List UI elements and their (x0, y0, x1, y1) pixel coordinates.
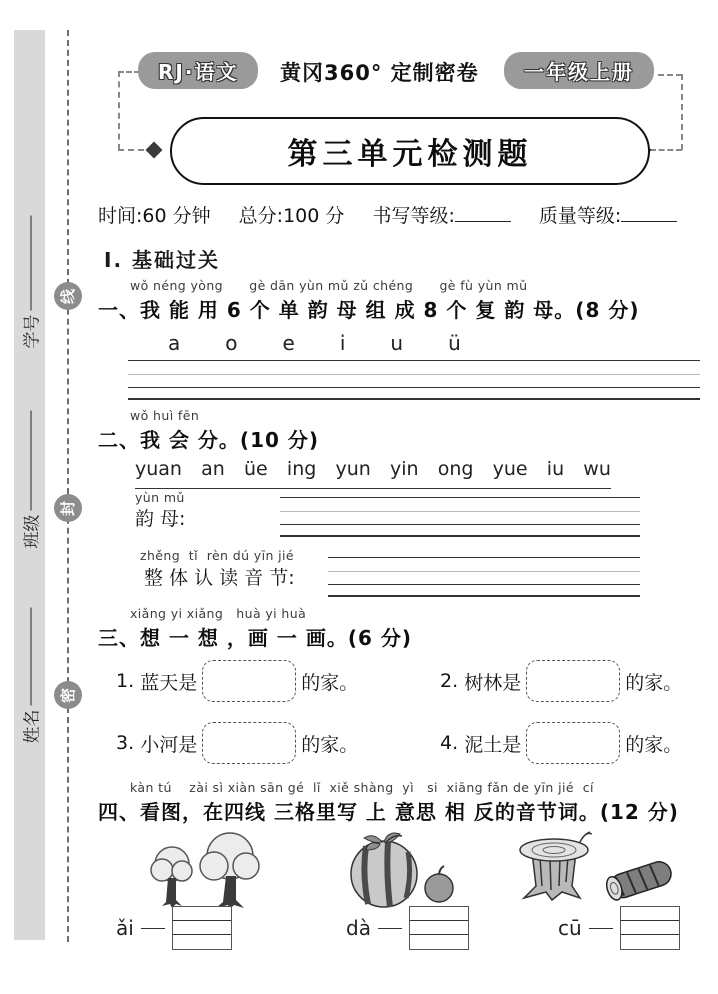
quality-grade-label: 质量等级: (538, 205, 622, 227)
exam-body (98, 240, 710, 994)
q2-syllable-list (135, 458, 611, 489)
exam-meta-line (98, 201, 710, 228)
item-number: 2. (440, 670, 459, 692)
syllable: ing (286, 458, 317, 480)
syllable: yun (335, 458, 371, 480)
item-number: 3. (116, 732, 135, 754)
item-post-text: 的家。 (301, 733, 359, 756)
answer-box (526, 660, 620, 702)
q4-text: 四、看图，在四线 三格里写 上 意思 相 反的音节词。(12 分) (98, 800, 679, 824)
answer-box (526, 722, 620, 764)
class-label: 班级 (22, 514, 43, 549)
item-pre-text: 树林是 (464, 671, 522, 694)
answer-label: ǎi (116, 916, 134, 940)
q2-whole-syllable-grid (328, 557, 640, 597)
q1-vowel-list (168, 331, 461, 355)
item-pre-text: 蓝天是 (140, 671, 198, 694)
name-label: 姓名 (22, 709, 43, 744)
seal-stamp-feng-char: 封 (59, 500, 78, 516)
item-post-text: 的家。 (625, 671, 683, 694)
connector-dash-right (681, 74, 683, 150)
vowel: a (168, 331, 181, 355)
q2-finals-grid (280, 497, 640, 537)
vowel: o (225, 331, 238, 355)
class-blank (29, 411, 31, 511)
answer-writing-grid (172, 906, 232, 950)
item-number: 4. (440, 732, 459, 754)
q3-item-3 (116, 722, 358, 764)
seal-dashed-line (67, 30, 69, 942)
q4-answer-1 (116, 906, 232, 950)
subject-badge: RJ·语文 (138, 52, 258, 89)
syllable: yue (492, 458, 528, 480)
connector-dash-top-right (658, 74, 682, 76)
answer-box (202, 722, 296, 764)
answer-label: cū (558, 916, 582, 940)
q1-writing-grid (128, 360, 700, 400)
answer-writing-grid (620, 906, 680, 950)
syllable: yin (389, 458, 419, 480)
syllable: wu (583, 458, 611, 480)
q1-pinyin: wǒ néng yòng gè dān yùn mǔ zǔ chéng gè fù yùn mǔ (130, 278, 528, 293)
q2-whole-syllable-label: 整 体 认 读 音 节: (144, 567, 295, 589)
seal-stamp-mi-char: 密 (59, 687, 78, 703)
name-blank (29, 608, 31, 706)
writing-grade-blank (455, 207, 511, 222)
answer-writing-grid (409, 906, 469, 950)
seal-stamp-line-char: 线 (59, 288, 78, 304)
student-number-label: 学号 (22, 314, 43, 349)
section-1-heading: Ⅰ. 基础过关 (104, 248, 221, 272)
answer-dash (378, 928, 402, 929)
answer-dash (589, 928, 613, 929)
total-score-label: 总分:100 分 (238, 205, 345, 227)
syllable: ong (437, 458, 474, 480)
class-field (18, 393, 43, 549)
connector-dash-right-bottom (650, 149, 682, 151)
vowel: i (339, 331, 346, 355)
item-post-text: 的家。 (301, 671, 359, 694)
brand-title: 黄冈360° 定制密卷 (280, 61, 479, 85)
q1-text: 一、我 能 用 6 个 单 韵 母 组 成 8 个 复 韵 母。(8 分) (98, 298, 640, 322)
name-field (18, 592, 43, 744)
q2-finals-pinyin: yùn mǔ (135, 490, 185, 505)
syllable: üe (244, 458, 268, 480)
item-pre-text: 泥土是 (464, 733, 522, 756)
two-trees-image (138, 830, 278, 914)
q4-pinyin: kàn tú zài sì xiàn sān gé lǐ xiě shàng yì si xiāng fǎn de yīn jié cí (130, 780, 594, 795)
q3-item-1 (116, 660, 358, 702)
seal-stamp-mi (54, 681, 82, 709)
item-pre-text: 小河是 (140, 733, 198, 756)
vowel: e (282, 331, 295, 355)
syllable: an (201, 458, 225, 480)
vowel: u (390, 331, 404, 355)
vowel: ü (448, 331, 461, 355)
q3-item-2 (440, 660, 682, 702)
q4-answer-3 (558, 906, 680, 950)
syllable: iu (546, 458, 565, 480)
q2-pinyin: wǒ huì fēn (130, 408, 200, 423)
q4-answer-2 (346, 906, 469, 950)
seal-stamp-line (54, 282, 82, 310)
answer-dash (141, 928, 165, 929)
student-number-blank (29, 216, 31, 311)
q2-text: 二、我 会 分。(10 分) (98, 428, 320, 452)
quality-grade-blank (621, 207, 677, 222)
q3-text: 三、想 一 想 ，画 一 画。(6 分) (98, 626, 412, 650)
student-number-field (18, 201, 43, 349)
paper-title: 第三单元检测题 (287, 137, 533, 172)
watermelon-and-apple-image (336, 830, 466, 914)
q2-whole-syllable-pinyin: zhěng tǐ rèn dú yīn jié (140, 548, 294, 563)
q3-pinyin: xiǎng yi xiǎng huà yi huà (130, 606, 307, 621)
answer-box (202, 660, 296, 702)
paper-title-box (170, 117, 650, 185)
item-post-text: 的家。 (625, 733, 683, 756)
syllable: yuan (135, 458, 182, 480)
time-label: 时间:60 分钟 (98, 205, 211, 227)
answer-label: dà (346, 916, 371, 940)
q3-item-4 (440, 722, 682, 764)
diamond-icon (146, 142, 163, 159)
seal-stamp-feng (54, 494, 82, 522)
connector-dash-top-left (118, 71, 140, 73)
q2-finals-label: 韵 母: (135, 508, 186, 530)
grade-badge: 一年级上册 (504, 52, 654, 89)
stump-and-log-image (518, 828, 688, 914)
writing-grade-label: 书写等级: (372, 205, 455, 227)
item-number: 1. (116, 670, 135, 692)
connector-dash-left (118, 71, 120, 150)
